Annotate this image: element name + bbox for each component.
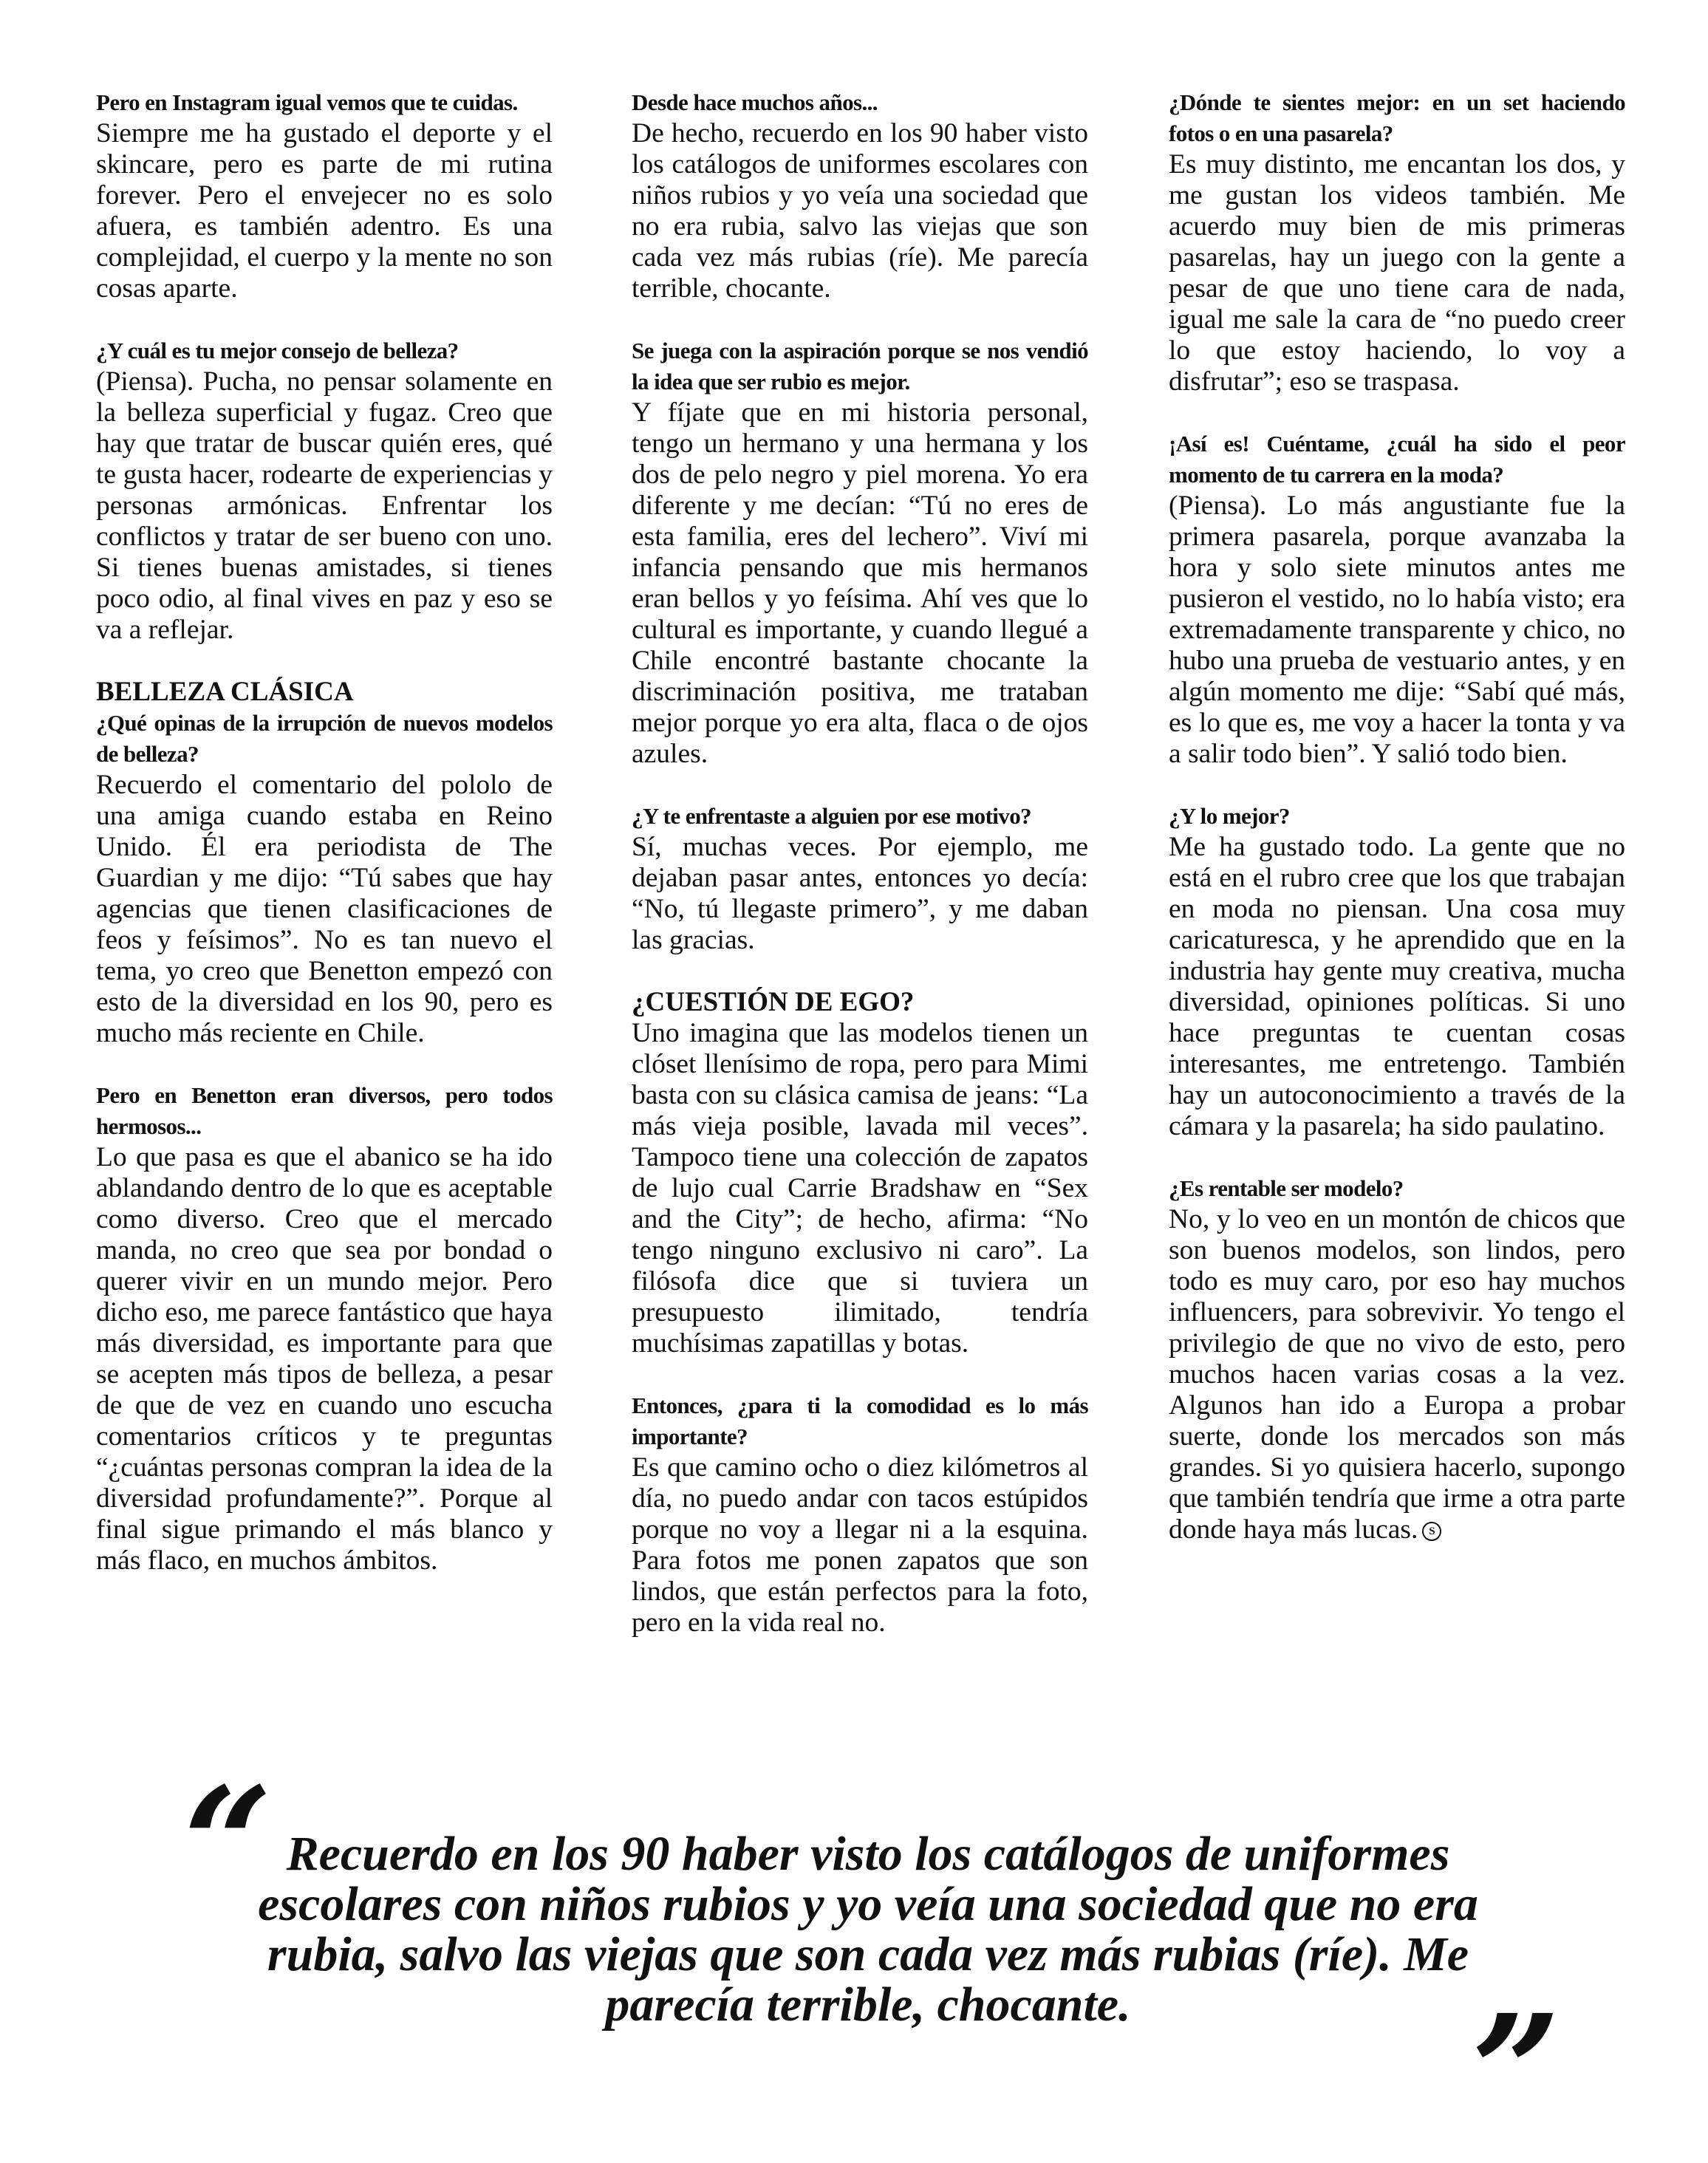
answer-text: No, y lo veo en un montón de chicos que son buenos modelos, son lindos, pero todo es muy caro, por eso hay muchos influencers, para sobrevivir. Yo tengo el privilegio de que no vivo de esto, pero muchos hacen varias cosas a la vez. Algunos han ido a Europa a probar suerte, donde los mercados son más grandes. Si yo quisiera hacerlo, supongo que también tendría que irme a otra parte donde haya más lucas.	[1169, 1204, 1625, 1545]
qa-block	[96, 677, 553, 1049]
question: ¿Qué opinas de la irrupción de nuevos modelos de belleza?	[96, 710, 553, 767]
question: Desde hace muchos años...	[632, 89, 878, 115]
answer: De hecho, recuerdo en los 90 haber visto los catálogos de uniformes escolares con niños rubios y yo veía una sociedad que no era rubia, salvo las viejas que son cada vez más rubias (ríe). Me parecía terrible, chocante.	[632, 118, 1088, 304]
answer: (Piensa). Lo más angustiante fue la primera pasarela, porque avanzaba la hora y solo siete minutos antes me pusieron el vestido, no lo había visto; era extremadamente transparente y chico, no hubo una prueba de vestuario antes, y en algún momento me dije: “Sabí qué más, es lo que es, me voy a hacer la tonta y va a salir todo bien”. Y salió todo bien.	[1169, 491, 1625, 769]
answer: Es que camino ocho o diez kilómetros al día, no puedo andar con tacos estúpidos porque no voy a llegar ni a la esquina. Para fotos me ponen zapatos que son lindos, que están perfectos para la foto, pero en la vida real no.	[632, 1452, 1088, 1638]
qa-block	[96, 87, 553, 304]
answer: Me ha gustado todo. La gente que no está en el rubro cree que los que trabajan en moda no piensan. Una cosa muy caricaturesca, y he aprendido que en la industria hay gente muy creativa, mucha diversidad, opiniones políticas. Si uno hace preguntas te cuentan cosas interesantes, me entretengo. También hay un autoconocimiento a través de la cámara y la pasarela; ha sido paulatino.	[1169, 832, 1625, 1141]
question: ¿Y lo mejor?	[1169, 803, 1290, 829]
qa-block	[96, 1080, 553, 1576]
qa-block	[96, 335, 553, 646]
answer: (Piensa). Pucha, no pensar solamente en la belleza superficial y fugaz. Creo que hay que tratar de buscar quién eres, qué te gusta hacer, rodearte de experiencias y personas armónicas. Enfrentar los conflictos y tratar de ser bueno con uno. Si tienes buenas amistades, si tienes poco odio, al final vives en paz y eso se va a reflejar.	[96, 366, 553, 645]
qa-block	[1169, 428, 1625, 770]
answer: Siempre me ha gustado el deporte y el skincare, pero es parte de mi rutina forever. Pero el envejecer no es solo afuera, es también adentro. Es una complejidad, el cuerpo y la mente no son cosas aparte.	[96, 118, 553, 304]
qa-block	[632, 1390, 1088, 1639]
question: Entonces, ¿para ti la comodidad es lo más importante?	[632, 1393, 1088, 1449]
close-quote-mark: ”	[1472, 1981, 1561, 2163]
qa-block	[1169, 1173, 1625, 1545]
answer: Y fíjate que en mi historia personal, tengo un hermano y una hermana y los dos de pelo negro y piel morena. Yo era diferente y me decían: “Tú no eres de esta familia, eres del lechero”. Viví mi infancia pensando que mis hermanos eran bellos y yo feísima. Ahí ves que lo cultural es importante, y cuando llegué a Chile encontré bastante chocante la discriminación positiva, me trataban mejor porque yo era alta, flaca o de ojos azules.	[632, 397, 1088, 769]
section-heading: ¿CUESTIÓN DE EGO?	[632, 987, 915, 1017]
answer	[1169, 1204, 1625, 1545]
open-quote-mark: “	[183, 1753, 273, 1935]
qa-block	[632, 801, 1088, 956]
pull-quote: Recuerdo en los 90 haber visto los catálogos de uniformes escolares con niños rubios y yo veía una sociedad que no era rubia, salvo las viejas que son cada vez más rubias (ríe). Me parecía terrible, chocante.	[258, 1827, 1478, 2032]
question: ¿Dónde te sientes mejor: en un set haciendo fotos o en una pasarela?	[1169, 89, 1625, 146]
answer: Sí, muchas veces. Por ejemplo, me dejaban pasar antes, entonces yo decía: “No, tú llegaste primero”, y me daban las gracias.	[632, 832, 1088, 955]
question: ¿Y cuál es tu mejor consejo de belleza?	[96, 338, 459, 363]
answer: Recuerdo el comentario del pololo de una amiga cuando estaba en Reino Unido. Él era periodista de The Guardian y me dijo: “Tú sabes que hay agencias que tienen clasificaciones de feos y feísimos”. No es tan nuevo el tema, yo creo que Benetton empezó con esto de la diversidad en los 90, pero es mucho más reciente en Chile.	[96, 770, 553, 1048]
question: ¡Así es! Cuéntame, ¿cuál ha sido el peor momento de tu carrera en la moda?	[1169, 431, 1625, 488]
qa-block	[632, 335, 1088, 770]
column-3	[1169, 87, 1625, 1576]
column-1	[96, 87, 553, 1607]
section-heading: BELLEZA CLÁSICA	[96, 677, 354, 707]
qa-block	[1169, 87, 1625, 397]
qa-block	[632, 87, 1088, 304]
question: ¿Es rentable ser modelo?	[1169, 1175, 1404, 1201]
answer: Es muy distinto, me encantan los dos, y me gustan los videos también. Me acuerdo muy bien de mis primeras pasarelas, hay un juego con la gente a pesar de que uno tiene cara de nada, igual me sale la cara de “no puedo creer lo que estoy haciendo, lo voy a disfrutar”; eso se traspasa.	[1169, 149, 1625, 397]
answer: Lo que pasa es que el abanico se ha ido ablandando dentro de lo que es aceptable como diverso. Creo que el mercado manda, no creo que sea por bondad o querer vivir en un mundo mejor. Pero dicho eso, me parece fantástico que haya más diversidad, es importante para que se acepten más tipos de belleza, a pesar de que de vez en cuando uno escucha comentarios críticos y te preguntas “¿cuántas personas compran la idea de la diversidad profundamente?”. Porque al final sigue primando el más blanco y más flaco, en muchos ámbitos.	[96, 1142, 553, 1576]
question: Pero en Benetton eran diversos, pero todos hermosos...	[96, 1082, 553, 1139]
end-mark-icon: S	[1422, 1522, 1441, 1541]
qa-block	[1169, 801, 1625, 1142]
column-2	[632, 87, 1088, 1670]
question: ¿Y te enfrentaste a alguien por ese motivo?	[632, 803, 1032, 829]
answer: Uno imagina que las modelos tienen un clóset llenísimo de ropa, pero para Mimi basta con su clásica camisa de jeans: “La más vieja posible, lavada mil veces”. Tampoco tiene una colección de zapatos de lujo cual Carrie Bradshaw en “Sex and the City”; de hecho, afirma: “No tengo ninguno exclusivo ni caro”. La filósofa dice que si tuviera un presupuesto ilimitado, tendría muchísimas zapatillas y botas.	[632, 1018, 1088, 1359]
qa-block	[632, 987, 1088, 1359]
question: Se juega con la aspiración porque se nos vendió la idea que ser rubio es mejor.	[632, 338, 1088, 394]
question: Pero en Instagram igual vemos que te cuidas.	[96, 89, 518, 115]
